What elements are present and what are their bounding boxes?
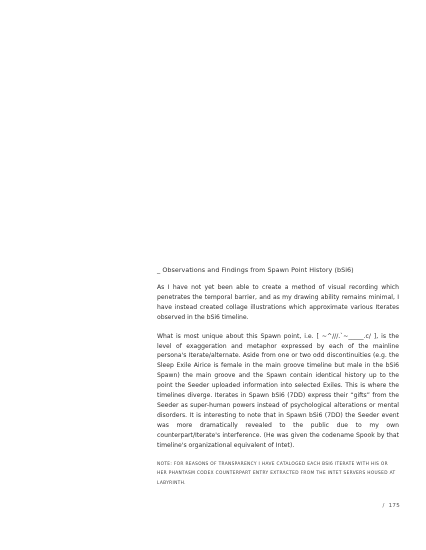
folio-separator: / [382,503,385,509]
section-heading: _ Observations and Findings from Spawn Point History (bSi6) [157,266,354,274]
body-paragraph-2: What is most unique about this Spawn point, i.e. [ ~^///.`~_____.c/ ], is the level of exaggeration and metaphor expressed by each of the mainline persona's Iterate/alternate. Aside from one or two odd discontinuities (e.g. the Sleep Exile Airice is female in the main groove timeline but male in the bSi6 Spawn) the main groove and the Spawn contain identical history up to the point the Seeder uploaded information into selected Exiles. This is where the timelines diverge. Iterates in Spawn bSi6 (7DD) express their “gifts” from the Seeder as super-human powers instead of psychological alterations or mental disorders. It is interesting to note that in Spawn bSi6 (7DD) the Seeder event was more dramatically revealed to the public due to my own counterpart/Iterate's interference. (He was given the codename Spook by that timeline's organizational equivalent of Intet). [157,332,399,449]
body-paragraph-1: As I have not yet been able to create a method of visual recording which penetrates the temporal barrier, and as my drawing ability remains minimal, I have instead created collage illustrations which approximate various Iterates observed in the bSi6 timeline. [157,284,399,321]
page-folio [382,503,400,509]
footnote: NOTE: FOR REASONS OF TRANSPARENCY I HAVE CATALOGED EACH BSI6 ITERATE WITH HIS OR HER PHANTASM CODEX COUNTERPART ENTRY EXTRACTED FROM THE INTET SERVERS HOUSED AT LABYRINTH. [157,461,396,486]
page-number: 175 [388,503,400,509]
text-column [157,266,399,488]
